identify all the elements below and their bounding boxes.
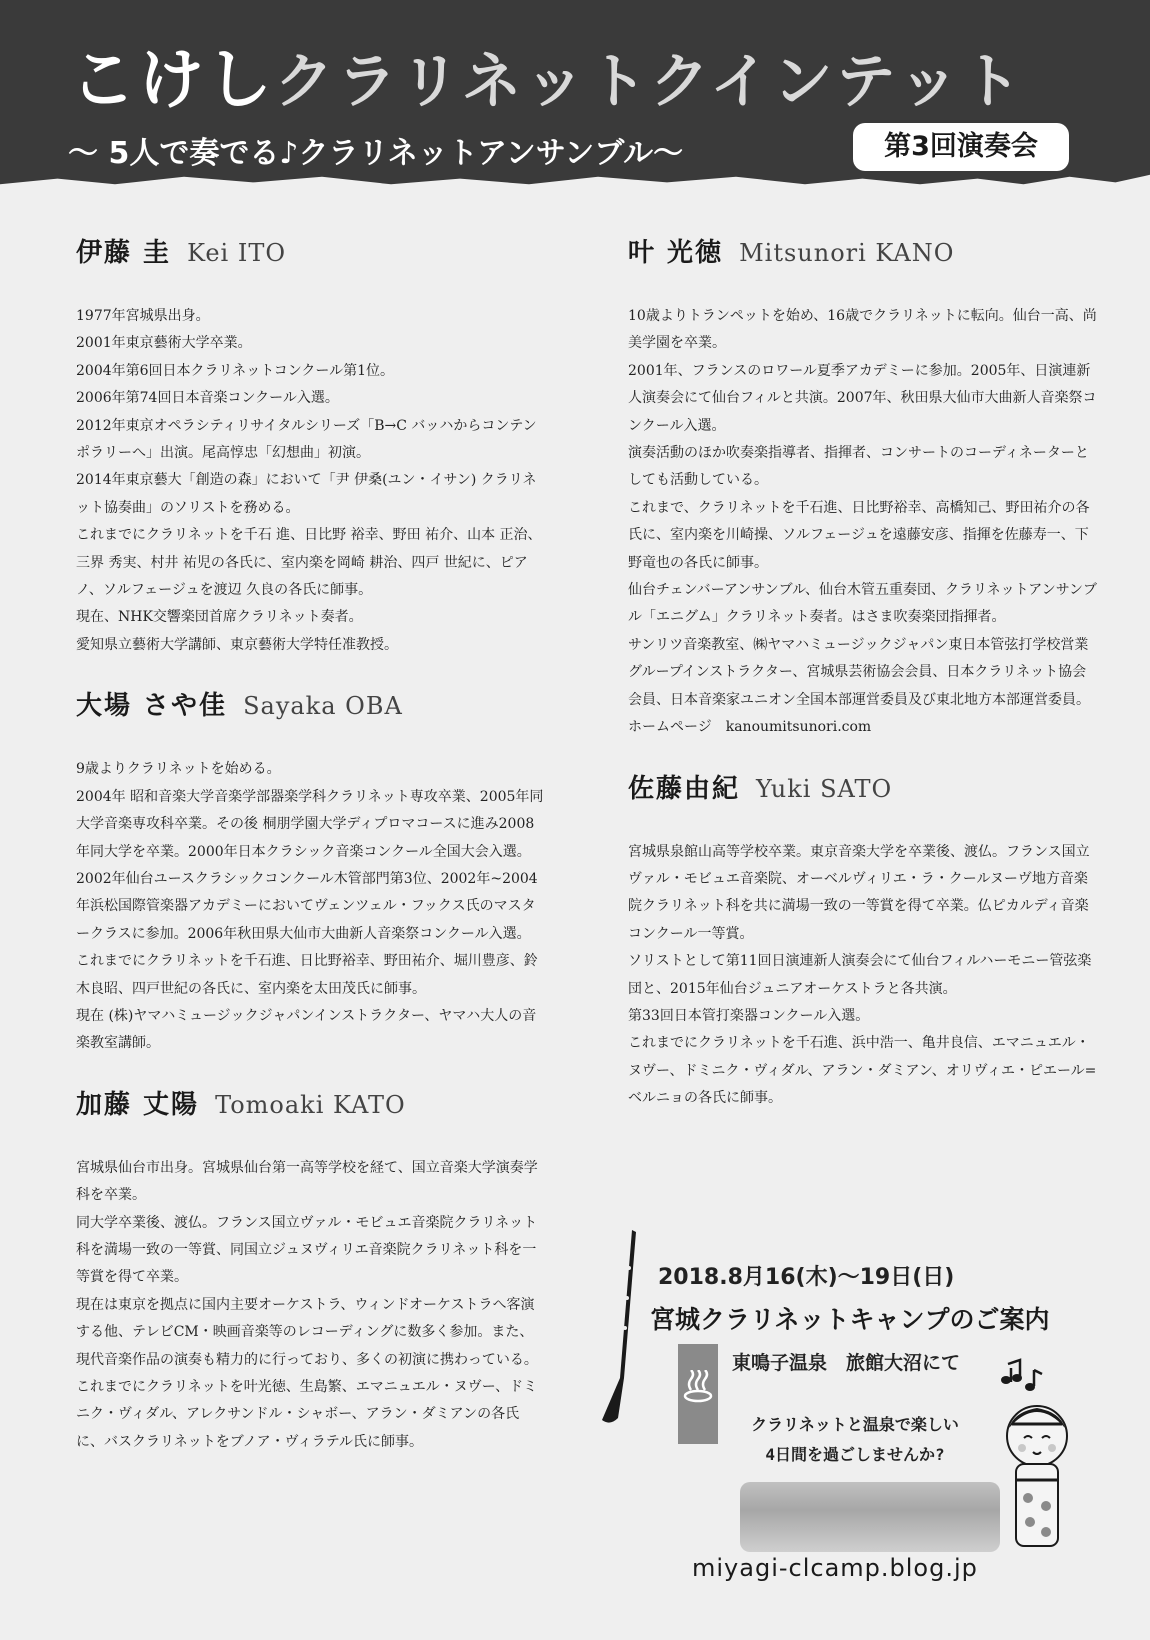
title-kokeshi: こけし: [70, 41, 274, 118]
profile-name-en: Tomoaki KATO: [215, 1090, 406, 1119]
profile-bio: 宮城県仙台市出身。宮城県仙台第一高等学校を経て、国立音楽大学演奏学科を卒業。 同大学卒業後、渡仏。フランス国立ヴァル・モビュエ音楽院クラリネット科を満場一致の一等賞、同国立ジュヌヴィリエ音楽院クラリネット科を一等賞を得て卒業。 現在は東京を拠点に国内主要オーケストラ、ウィンドオーケストラへ客演する他、テレビCM・映画音楽等のレコーディングに数多く参加。また、現代音楽作品の演奏も精力的に行っており、多くの初演に携わっている。 これまでにクラリネットを叶光徳、生島繁、エマニュエル・ヌヴー、ドミニク・ヴィダル、アレクサンドル・シャボー、アラン・ダミアンの各氏に、バスクラリネットをブノア・ヴィラテル氏に師事。: [76, 1159, 538, 1450]
right-column: [628, 232, 1098, 1139]
title-clarinet-quintet: クラリネットクインテット: [274, 47, 1025, 117]
profile-bio: 10歳よりトランペットを始め、16歳でクラリネットに転向。仙台一高、尚美学園を卒業。 2001年、フランスのロワール夏季アカデミーに参加。2005年、日演連新人演奏会にて仙台フィルと共演。2007年、秋田県大仙市大曲新人音楽祭コンクール入選。 演奏活動のほか吹奏楽指導者、指揮者、コンサートのコーディネーターとしても活動している。 これまで、クラリネットを千石進、日比野裕幸、高橋知己、野田祐介の各氏に、室内楽を川崎操、ソルフェージュを遠藤安彦、指揮を佐藤寿一、下野竜也の各氏に師事。 仙台チェンバーアンサンブル、仙台木管五重奏団、クラリネットアンサンブル「エニグム」クラリネット奏者。はさま吹奏楽団指揮者。 サンリツ音楽教室、㈱ヤマハミュージックジャパン東日本管弦打学校営業グループインストラクター、宮城県芸術協会会員、日本クラリネット協会会員、日本音楽家ユニオン全国本部運営委員及び東北地方本部運営委員。 ホームページ kanoumitsunori.com: [628, 308, 1097, 736]
page-title: [70, 26, 1025, 121]
profile-bio: 1977年宮城県出身。 2001年東京藝術大学卒業。 2004年第6回日本クラリネットコンクール第1位。 2006年第74回日本音楽コンクール入選。 2012年東京オペラシティリサイタルシリーズ「B→C バッハからコンテンポラリーへ」出演。尾高惇忠「幻想曲」初演。 2014年東京藝大「創造の森」において「尹 伊桑(ユン・イサン) クラリネット協奏曲」のソリストを務める。 これまでにクラリネットを千石 進、日比野 裕幸、野田 祐介、山本 正治、三界 秀実、村井 祐児の各氏に、室内楽を岡崎 耕治、四戸 世紀に、ピアノ、ソルフェージュを渡辺 久良の各氏に師事。 現在、NHK交響楽団首席クラリネット奏者。 愛知県立藝術大学講師、東京藝術大学特任准教授。: [76, 308, 542, 653]
profile-name-jp: 大場 さや佳: [76, 691, 228, 722]
profile-name-jp: 佐藤由紀: [628, 773, 741, 804]
onsen-photo: [740, 1482, 1000, 1552]
profile-name-jp: 加藤 丈陽: [76, 1089, 200, 1120]
subtitle: 〜 5人で奏でる♪クラリネットアンサンブル〜: [68, 136, 684, 171]
music-notes-icon: [1000, 1356, 1046, 1392]
profile-tomoaki-kato: [76, 1084, 546, 1456]
profile-name-jp: 伊藤 圭: [76, 238, 172, 268]
profile-name-en: Kei ITO: [187, 239, 287, 267]
profile-mitsunori-kano: [628, 232, 1098, 742]
profile-bio: 9歳よりクラリネットを始める。 2004年 昭和音楽大学音楽学部器楽学科クラリネット専攻卒業、2005年同大学音楽専攻科卒業。その後 桐朋学園大学ディプロマコースに進み2008年同大学を卒業。2000年日本クラシック音楽コンクール全国大会入選。2002年仙台ユースクラシックコンクール木管部門第3位、2002年~2004年浜松国際管楽器アカデミーにおいてヴェンツェル・フックス氏のマスタークラスに参加。2006年秋田県大仙市大曲新人音楽祭コンクール入選。 これまでにクラリネットを千石進、日比野裕幸、野田祐介、堀川豊彦、鈴木良昭、四戸世紀の各氏に、室内楽を太田茂氏に師事。 現在 (株)ヤマハミュージックジャパンインストラクター、ヤマハ大人の音楽教室講師。: [76, 761, 544, 1052]
camp-place: 東鳴子温泉 旅館大沼にて: [732, 1352, 961, 1374]
kokeshi-doll-icon: [1000, 1400, 1074, 1550]
profile-bio: 宮城県泉館山高等学校卒業。東京音楽大学を卒業後、渡仏。フランス国立ヴァル・モビュエ音楽院、オーベルヴィリエ・ラ・クールヌーヴ地方音楽院クラリネット科を共に満場一致の一等賞を得て卒業。仏ピカルディ音楽コンクール一等賞。 ソリストとして第11回日演連新人演奏会にて仙台フィルハーモニー管弦楽団と、2015年仙台ジュニアオーケストラと各共演。 第33回日本管打楽器コンクール入選。 これまでにクラリネットを千石進、浜中浩一、亀井良信、エマニュエル・ヌヴー、ドミニク・ヴィダル、アラン・ダミアン、オリヴィエ・ピエール=ベルニョの各氏に師事。: [628, 843, 1097, 1107]
profile-yuki-sato: [628, 768, 1098, 1113]
camp-url[interactable]: miyagi-clcamp.blog.jp: [692, 1554, 978, 1582]
camp-date: 2018.8月16(木)〜19日(日): [658, 1265, 955, 1290]
profile-sayaka-oba: [76, 685, 546, 1057]
profile-name-en: Mitsunori KANO: [739, 239, 955, 267]
left-column: [76, 232, 546, 1482]
profile-name-jp: 叶 光徳: [628, 238, 724, 268]
profile-name-en: Yuki SATO: [756, 774, 893, 803]
camp-tagline: クラリネットと温泉で楽しい 4日間を過ごしませんか?: [751, 1415, 959, 1464]
hot-spring-icon: [681, 1370, 715, 1404]
camp-title: 宮城クラリネットキャンプのご案内: [650, 1305, 1050, 1334]
profile-name-en: Sayaka OBA: [243, 692, 403, 721]
concert-number-badge: 第3回演奏会: [853, 123, 1069, 171]
profile-kei-ito: [76, 232, 546, 659]
